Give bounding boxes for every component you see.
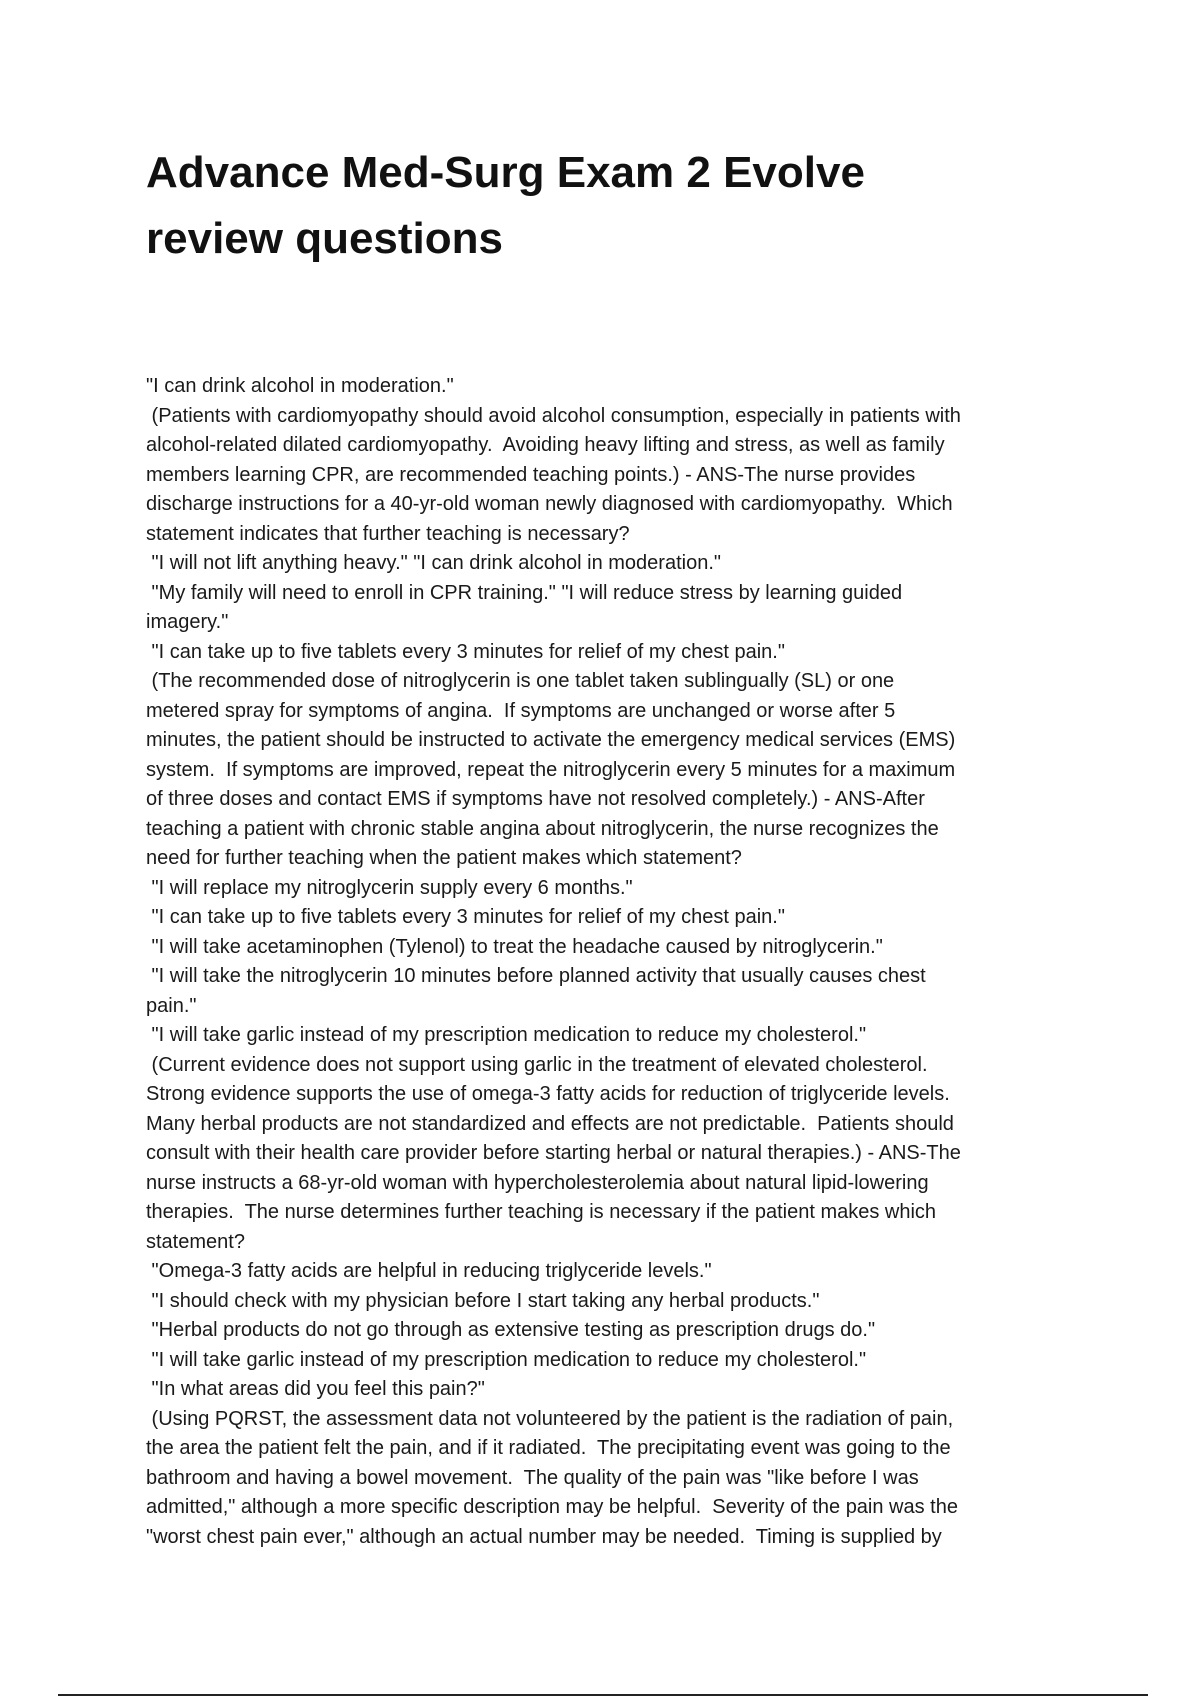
text-line: nurse instructs a 68-yr-old woman with hypercholesterolemia about natural lipid-lowering <box>146 1171 929 1194</box>
text-line: "I can take up to five tablets every 3 minutes for relief of my chest pain." <box>146 906 785 928</box>
text-line: minutes, the patient should be instructed to activate the emergency medical services (EMS) <box>146 729 956 751</box>
title-line: review questions <box>146 214 504 263</box>
text-line: metered spray for symptoms of angina. If symptoms are unchanged or worse after 5 <box>146 699 896 722</box>
text-line: "I will take garlic instead of my prescription medication to reduce my cholesterol." <box>146 1348 867 1371</box>
text-line: "I will take garlic instead of my prescription medication to reduce my cholesterol." <box>146 1024 867 1046</box>
text-line: "worst chest pain ever," although an actual number may be needed. Timing is supplied by <box>146 1525 942 1548</box>
text-line: discharge instructions for a 40-yr-old woman newly diagnosed with cardiomyopathy. Which <box>146 493 953 515</box>
text-line: statement? <box>146 1230 245 1253</box>
text-line: the area the patient felt the pain, and if it radiated. The precipitating event was going to the <box>146 1437 951 1459</box>
text-line: (The recommended dose of nitroglycerin is one tablet taken sublingually (SL) or one <box>146 670 895 692</box>
text-line: "I can take up to five tablets every 3 minutes for relief of my chest pain." <box>146 640 785 663</box>
text-line: consult with their health care provider before starting herbal or natural therapies.) - ANS-The <box>146 1142 961 1164</box>
text-line: imagery." <box>146 611 229 633</box>
text-line: (Patients with cardiomyopathy should avoid alcohol consumption, especially in patients with <box>146 404 961 427</box>
text-line: (Using PQRST, the assessment data not volunteered by the patient is the radiation of pain, <box>146 1407 954 1430</box>
text-line: bathroom and having a bowel movement. The quality of the pain was "like before I was <box>146 1466 919 1489</box>
text-line: members learning CPR, are recommended teaching points.) - ANS-The nurse provides <box>146 463 916 486</box>
text-line: "I will take the nitroglycerin 10 minutes before planned activity that usually causes chest <box>146 965 926 987</box>
text-line: Many herbal products are not standardized and effects are not predictable. Patients should <box>146 1112 954 1135</box>
title-line: Advance Med-Surg Exam 2 Evolve <box>146 148 865 197</box>
text-line: "I will take acetaminophen (Tylenol) to treat the headache caused by nitroglycerin." <box>146 935 883 958</box>
text-line: therapies. The nurse determines further teaching is necessary if the patient makes which <box>146 1201 937 1223</box>
text-line: "My family will need to enroll in CPR training." "I will reduce stress by learning guided <box>146 581 903 604</box>
text-line: statement indicates that further teaching is necessary? <box>146 522 630 545</box>
text-line: "I will replace my nitroglycerin supply every 6 months." <box>146 876 633 899</box>
text-line: of three doses and contact EMS if symptoms have not resolved completely.) - ANS-After <box>146 788 925 810</box>
document-body <box>146 372 1086 1552</box>
text-line: (Current evidence does not support using garlic in the treatment of elevated cholesterol. <box>146 1053 928 1076</box>
text-line: teaching a patient with chronic stable angina about nitroglycerin, the nurse recognizes the <box>146 817 939 840</box>
text-line: system. If symptoms are improved, repeat the nitroglycerin every 5 minutes for a maximum <box>146 758 956 781</box>
text-line: "Herbal products do not go through as extensive testing as prescription drugs do." <box>146 1319 876 1341</box>
text-line: Strong evidence supports the use of omega-3 fatty acids for reduction of triglyceride levels. <box>146 1083 950 1105</box>
text-line: admitted," although a more specific description may be helpful. Severity of the pain was the <box>146 1496 958 1518</box>
page-title <box>146 140 1046 272</box>
text-line: need for further teaching when the patient makes which statement? <box>146 847 742 869</box>
text-line: "I can drink alcohol in moderation." <box>146 375 454 397</box>
bottom-divider <box>58 1694 1148 1696</box>
text-line: "Omega-3 fatty acids are helpful in reducing triglyceride levels." <box>146 1260 712 1282</box>
text-line: pain." <box>146 994 197 1017</box>
text-line: "In what areas did you feel this pain?" <box>146 1378 485 1400</box>
text-line: alcohol-related dilated cardiomyopathy. Avoiding heavy lifting and stress, as well as family <box>146 434 945 456</box>
text-line: "I should check with my physician before I start taking any herbal products." <box>146 1289 820 1312</box>
text-line: "I will not lift anything heavy." "I can drink alcohol in moderation." <box>146 552 721 574</box>
